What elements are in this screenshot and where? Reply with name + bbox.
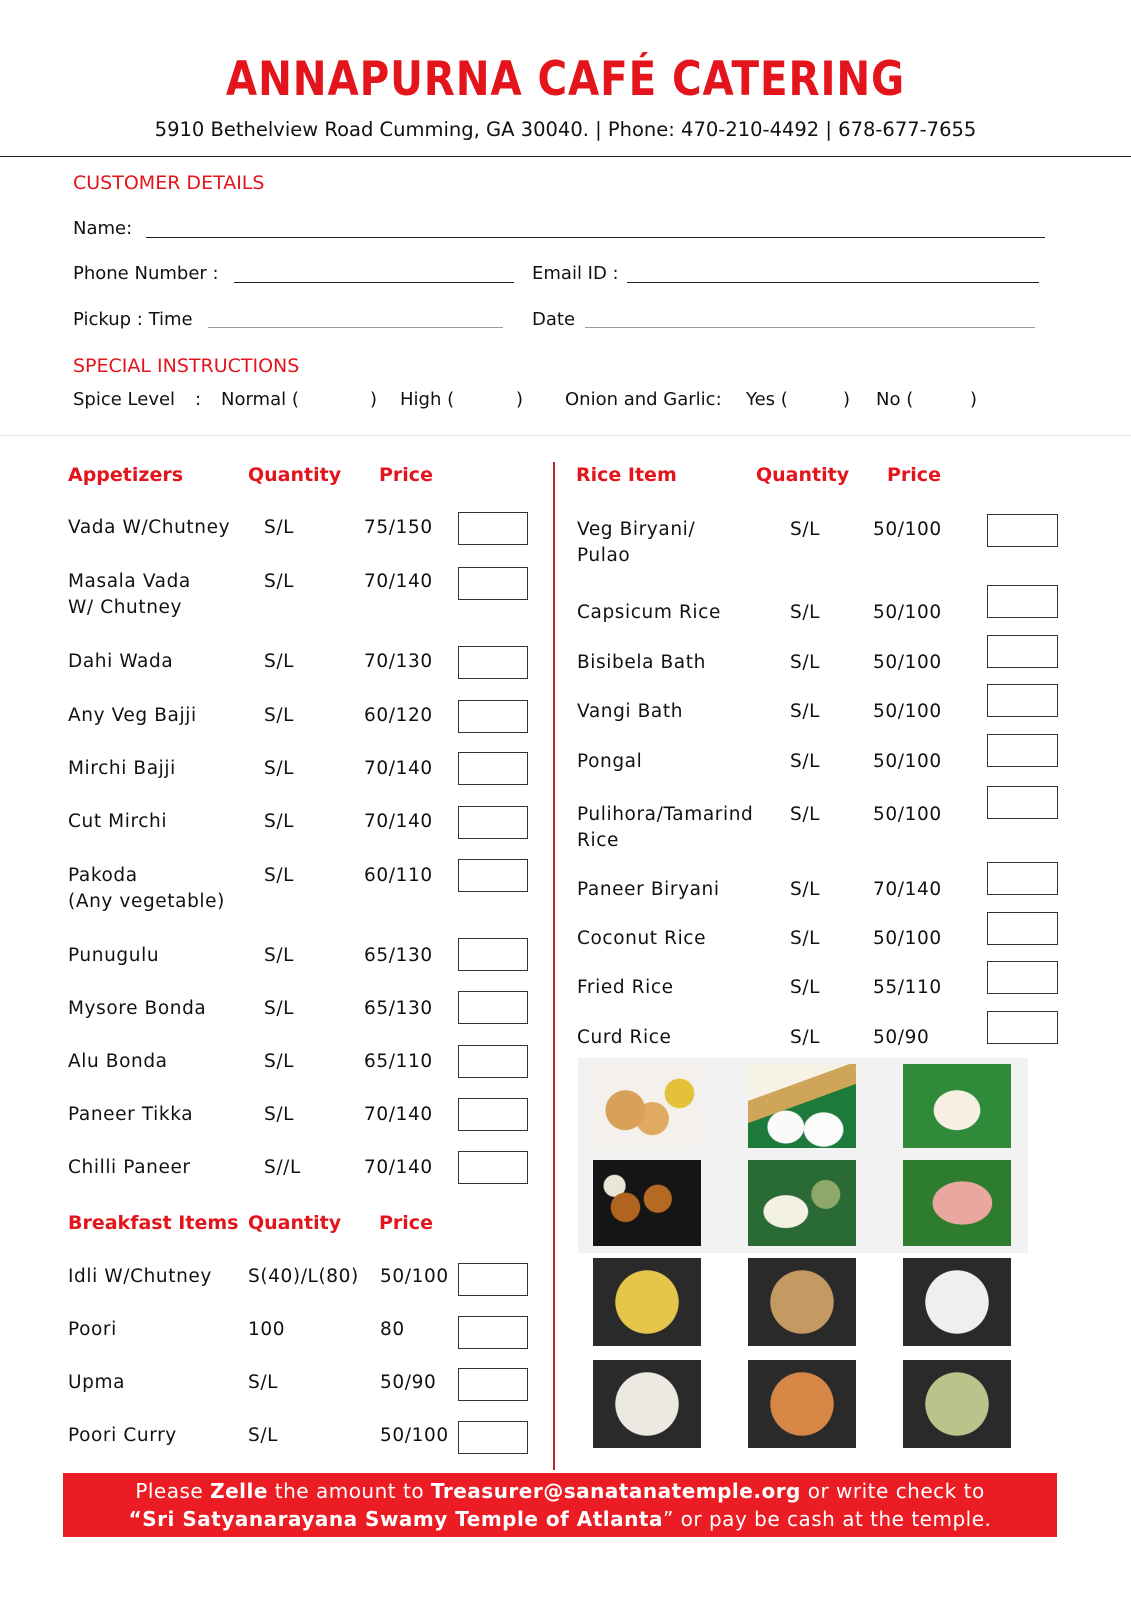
name-field[interactable] [146,237,1045,238]
rice-order-box[interactable] [987,734,1058,767]
footer-text-3: or write check to [800,1479,985,1503]
appetizers-item-price: 65/130 [364,998,433,1019]
rice-item-quantity: S/L [790,1027,821,1048]
breakfast-item-price: 50/100 [380,1266,449,1287]
rice-item-quantity: S/L [790,652,821,673]
rice-item-name: Veg Biryani/ Pulao [577,519,696,566]
date-label: Date [532,309,576,330]
rice-item-price: 50/100 [873,602,942,623]
breakfast-item-quantity: S/L [248,1425,279,1446]
appetizers-order-box[interactable] [458,567,528,600]
breakfast-price-header: Price [379,1212,433,1234]
breakfast-item-price: 80 [380,1319,405,1340]
footer-text-2: the amount to [267,1479,431,1503]
breakfast-item-name: Upma [68,1372,126,1393]
rice-item-price: 70/140 [873,879,942,900]
rice-order-box[interactable] [987,786,1058,819]
appetizers-order-box[interactable] [458,991,528,1024]
appetizers-item-quantity: S/L [264,517,295,538]
onion-no-close: ) [970,389,978,410]
rice-order-box[interactable] [987,912,1058,945]
rice-item-quantity: S/L [790,519,821,540]
appetizers-item-name: Chilli Paneer [68,1157,191,1178]
spice-level-label: Spice Level [73,389,176,410]
breakfast-item-price: 50/100 [380,1425,449,1446]
rice-item-name: Coconut Rice [577,928,707,949]
rice-order-box[interactable] [987,514,1058,547]
spice-high-option[interactable]: High ( [400,389,455,410]
rice-item-price: 50/100 [873,751,942,772]
appetizers-order-box[interactable] [458,1045,528,1078]
appetizers-item-name: Any Veg Bajji [68,705,197,726]
rice-item-quantity: S/L [790,602,821,623]
idli-with-chutney-photo [748,1160,856,1246]
appetizers-order-box[interactable] [458,1098,528,1131]
appetizers-order-box[interactable] [458,700,528,733]
rice-dish-on-leaf-photo [903,1064,1011,1148]
breakfast-order-box[interactable] [458,1316,528,1349]
breakfast-item-name: Idli W/Chutney [68,1266,212,1287]
appetizers-item-name: Paneer Tikka [68,1104,194,1125]
rice-item-name: Vangi Bath [577,701,684,722]
appetizers-item-quantity: S/L [264,945,295,966]
spice-normal-option[interactable]: Normal ( [221,389,299,410]
curd-rice-photo [903,1258,1011,1346]
idli-dosa-on-leaf-photo [748,1064,856,1148]
appetizers-item-quantity: S/L [264,651,295,672]
rice-item-price: 55/110 [873,977,942,998]
appetizers-item-quantity: S/L [264,758,295,779]
appetizers-item-quantity: S//L [264,1157,301,1178]
email-field[interactable] [627,282,1039,283]
rice-item-name: Bisibela Bath [577,652,706,673]
phone-label: Phone Number : [73,263,219,284]
spice-high-close: ) [516,389,524,410]
rice-item-price: 50/100 [873,928,942,949]
appetizers-item-name: Cut Mirchi [68,811,168,832]
appetizers-item-price: 70/140 [364,811,433,832]
appetizers-order-box[interactable] [458,859,528,892]
breakfast-item-price: 50/90 [380,1372,437,1393]
rice-item-name: Curd Rice [577,1027,672,1048]
special-instructions-heading: SPECIAL INSTRUCTIONS [73,355,300,377]
spice-normal-close: ) [370,389,378,410]
rice-quantity-header: Quantity [756,464,850,486]
appetizers-item-name: Mysore Bonda [68,998,207,1019]
medu-vada-with-onion-photo [593,1160,701,1246]
breakfast-item-name: Poori [68,1319,117,1340]
appetizers-item-price: 70/140 [364,1104,433,1125]
appetizers-item-quantity: S/L [264,1104,295,1125]
breakfast-header: Breakfast Items [68,1212,239,1234]
rice-order-box[interactable] [987,684,1058,717]
tomato-rice-photo [748,1258,856,1346]
rice-item-name: Paneer Biryani [577,879,720,900]
rice-item-name: Fried Rice [577,977,674,998]
appetizers-item-name: Mirchi Bajji [68,758,176,779]
appetizers-item-quantity: S/L [264,1051,295,1072]
rice-header: Rice Item [576,464,677,486]
rice-item-name: Capsicum Rice [577,602,721,623]
breakfast-item-name: Poori Curry [68,1425,177,1446]
appetizers-item-name: Dahi Wada [68,651,174,672]
payment-footer [63,1473,1057,1537]
breakfast-order-box[interactable] [458,1263,528,1296]
footer-text-1: Please [135,1479,211,1503]
appetizers-item-price: 70/140 [364,758,433,779]
appetizers-item-price: 75/150 [364,517,433,538]
onion-yes-close: ) [843,389,851,410]
rice-price-header: Price [887,464,941,486]
rice-item-quantity: S/L [790,879,821,900]
rice-item-price: 50/100 [873,804,942,825]
appetizers-item-price: 65/130 [364,945,433,966]
onion-garlic-label: Onion and Garlic: [565,389,722,410]
header-divider [0,156,1131,157]
rice-item-price: 50/90 [873,1027,930,1048]
breakfast-item-quantity: S/L [248,1372,279,1393]
section-divider [0,435,1131,436]
appetizers-order-box[interactable] [458,512,528,545]
column-divider [553,462,555,1470]
footer-email: Treasurer@sanatanatemple.org [430,1479,801,1503]
spice-colon: : [195,389,202,410]
mint-rice-photo [903,1360,1011,1448]
appetizers-order-box[interactable] [458,752,528,785]
onion-uttapam-photo [903,1160,1011,1246]
onion-yes-option[interactable]: Yes ( [746,389,788,410]
tamarind-rice-photo [748,1360,856,1448]
rice-order-box[interactable] [987,635,1058,668]
breakfast-item-quantity: 100 [248,1319,286,1340]
appetizers-order-box[interactable] [458,938,528,971]
appetizers-order-box[interactable] [458,806,528,839]
rice-item-price: 50/100 [873,652,942,673]
breakfast-item-quantity: S(40)/L(80) [248,1266,359,1287]
appetizers-item-price: 70/140 [364,571,433,592]
email-label: Email ID : [532,263,619,284]
appetizers-item-price: 70/140 [364,1157,433,1178]
appetizers-item-price: 65/110 [364,1051,433,1072]
coconut-rice-photo [593,1360,701,1448]
poori-with-curry-photo [593,1064,701,1148]
date-field[interactable] [585,327,1035,328]
appetizers-item-name: Masala Vada W/ Chutney [68,571,191,618]
appetizers-order-box[interactable] [458,646,528,679]
appetizers-item-price: 70/130 [364,651,433,672]
footer-text-5: ” or pay be cash at the temple. [662,1507,992,1531]
rice-item-quantity: S/L [790,751,821,772]
rice-item-quantity: S/L [790,928,821,949]
appetizers-quantity-header: Quantity [248,464,342,486]
rice-item-name: Pulihora/Tamarind Rice [577,804,754,851]
breakfast-order-box[interactable] [458,1368,528,1401]
appetizers-item-quantity: S/L [264,705,295,726]
appetizers-price-header: Price [379,464,433,486]
lemon-rice-photo [593,1258,701,1346]
footer-open-quote: “ [128,1507,143,1531]
onion-no-option[interactable]: No ( [876,389,914,410]
appetizers-item-quantity: S/L [264,571,295,592]
breakfast-order-box[interactable] [458,1421,528,1454]
name-label: Name: [73,218,133,239]
appetizers-item-name: Pakoda (Any vegetable) [68,865,225,912]
appetizers-item-price: 60/120 [364,705,433,726]
footer-temple-name: Sri Satyanarayana Swamy Temple of Atlanta [142,1507,663,1531]
rice-item-name: Pongal [577,751,643,772]
appetizers-item-quantity: S/L [264,865,295,886]
rice-item-price: 50/100 [873,519,942,540]
rice-order-box[interactable] [987,862,1058,895]
appetizers-header: Appetizers [68,464,184,486]
rice-item-price: 50/100 [873,701,942,722]
appetizers-item-name: Alu Bonda [68,1051,168,1072]
rice-order-box[interactable] [987,585,1058,618]
phone-field[interactable] [234,282,514,283]
pickup-time-label: Pickup : Time [73,309,193,330]
rice-order-box[interactable] [987,1011,1058,1044]
appetizers-order-box[interactable] [458,1151,528,1184]
rice-item-quantity: S/L [790,977,821,998]
footer-zelle: Zelle [210,1479,268,1503]
appetizers-item-quantity: S/L [264,998,295,1019]
appetizers-item-name: Vada W/Chutney [68,517,231,538]
customer-details-heading: CUSTOMER DETAILS [73,172,265,194]
appetizers-item-name: Punugulu [68,945,160,966]
rice-order-box[interactable] [987,961,1058,994]
rice-item-quantity: S/L [790,701,821,722]
pickup-time-field[interactable] [208,327,503,328]
restaurant-address: 5910 Bethelview Road Cumming, GA 30040. | Phone: 470-210-4492 | 678-677-7655 [154,118,977,141]
rice-item-quantity: S/L [790,804,821,825]
breakfast-quantity-header: Quantity [248,1212,342,1234]
restaurant-title: ANNAPURNA CAFÉ CATERING [225,52,906,107]
appetizers-item-quantity: S/L [264,811,295,832]
appetizers-item-price: 60/110 [364,865,433,886]
